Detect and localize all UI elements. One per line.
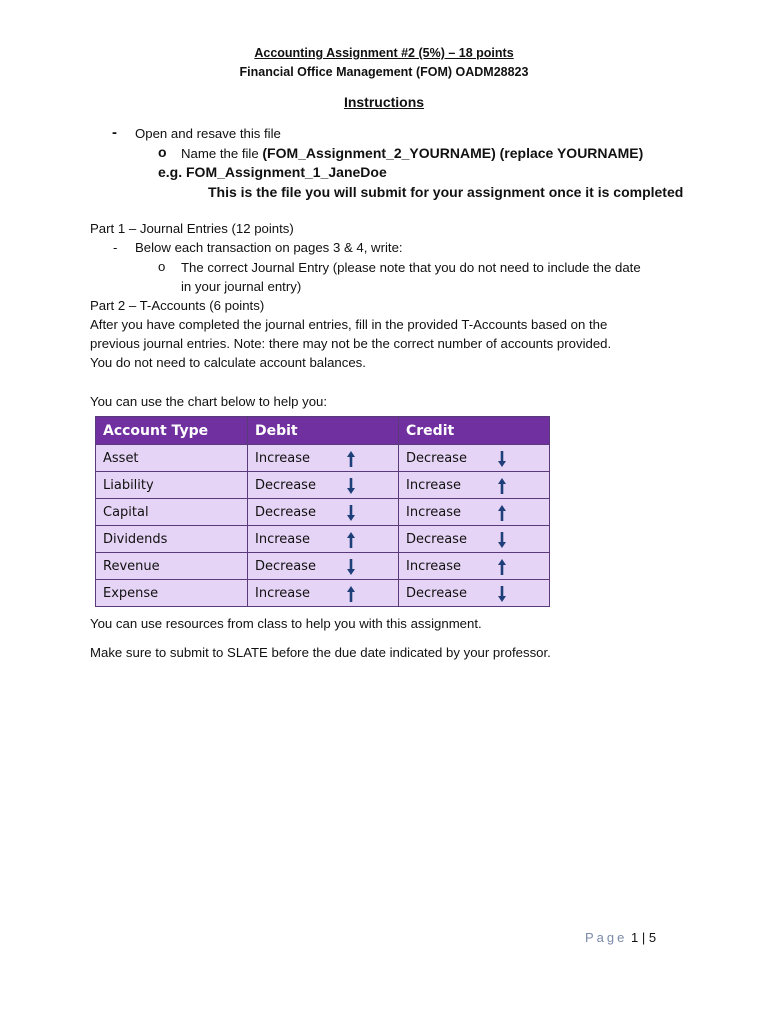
debit-value: Increase: [255, 585, 311, 601]
part2-text-line3: You do not need to calculate account balances.: [90, 355, 366, 370]
instructions-heading: Instructions: [343, 94, 425, 110]
part1-item: Below each transaction on pages 3 & 4, write:: [135, 240, 403, 255]
assignment-title: Accounting Assignment #2 (5%) – 18 points: [254, 46, 514, 60]
arrow-down-icon: [497, 531, 507, 549]
arrow-down-icon: [346, 477, 356, 495]
debit-value: Decrease: [255, 558, 316, 574]
header-account-type: Account Type: [96, 417, 248, 445]
debit-value: Increase: [255, 531, 311, 547]
dash-bullet: -: [112, 124, 117, 141]
credit-cell: [399, 526, 550, 553]
subitem-prefix: Name the file: [181, 146, 263, 161]
chart-row: [96, 445, 550, 472]
arrow-up-icon: [346, 531, 356, 549]
part1-subitem-line2: in your journal entry): [181, 279, 302, 294]
o-bullet: o: [158, 144, 167, 160]
account-type-cell: Expense: [96, 580, 248, 607]
chart-header-row: [96, 417, 550, 445]
debit-cell: [248, 580, 399, 607]
debit-cell: [248, 472, 399, 499]
debit-value: Decrease: [255, 504, 316, 520]
arrow-up-icon: [497, 558, 507, 576]
credit-value: Increase: [406, 477, 462, 493]
chart-intro: You can use the chart below to help you:: [90, 394, 328, 409]
chart-row: [96, 526, 550, 553]
account-type-cell: Dividends: [96, 526, 248, 553]
debit-value: Increase: [255, 450, 311, 466]
account-type-cell: Asset: [96, 445, 248, 472]
credit-cell: [399, 553, 550, 580]
debit-cell: [248, 445, 399, 472]
chart-row: [96, 472, 550, 499]
header-debit: Debit: [248, 417, 399, 445]
page-total: 5: [648, 930, 657, 945]
credit-value: Increase: [406, 504, 462, 520]
page-separator: |: [641, 930, 646, 945]
credit-value: Decrease: [406, 585, 467, 601]
credit-value: Decrease: [406, 450, 467, 466]
credit-cell: [399, 580, 550, 607]
page-number: 1: [631, 930, 639, 945]
dash-bullet: -: [113, 240, 118, 255]
debit-value: Decrease: [255, 477, 316, 493]
credit-cell: [399, 472, 550, 499]
debit-cell: [248, 553, 399, 580]
part1-title: Part 1 – Journal Entries (12 points): [90, 221, 294, 236]
credit-value: Increase: [406, 558, 462, 574]
chart-row: [96, 499, 550, 526]
submit-note: This is the file you will submit for your assignment once it is completed: [208, 184, 684, 200]
credit-cell: [399, 499, 550, 526]
part2-text-line2: previous journal entries. Note: there may not be the correct number of accounts provided.: [90, 336, 612, 351]
account-type-cell: Capital: [96, 499, 248, 526]
arrow-down-icon: [346, 504, 356, 522]
arrow-up-icon: [346, 585, 356, 603]
arrow-up-icon: [497, 477, 507, 495]
part1-subitem-line1: The correct Journal Entry (please note that you do not need to include the date: [181, 260, 641, 275]
arrow-down-icon: [497, 585, 507, 603]
part2-text-line1: After you have completed the journal entries, fill in the provided T-Accounts based on the: [90, 317, 608, 332]
chart-row: [96, 553, 550, 580]
closing-resources: You can use resources from class to help you with this assignment.: [90, 616, 482, 631]
debit-cell: [248, 526, 399, 553]
debit-credit-chart: [95, 416, 550, 607]
instruction-item-resave: Open and resave this file: [135, 126, 281, 141]
part2-title: Part 2 – T-Accounts (6 points): [90, 298, 265, 313]
o-bullet: o: [158, 259, 166, 274]
arrow-up-icon: [497, 504, 507, 522]
subitem-filename: (FOM_Assignment_2_YOURNAME) (replace YOURNAME): [262, 145, 644, 161]
course-title: Financial Office Management (FOM) OADM28823: [239, 65, 529, 79]
arrow-down-icon: [497, 450, 507, 468]
filename-example: e.g. FOM_Assignment_1_JaneDoe: [158, 164, 387, 180]
page-label: Page: [585, 930, 628, 945]
credit-cell: [399, 445, 550, 472]
account-type-cell: Liability: [96, 472, 248, 499]
credit-value: Decrease: [406, 531, 467, 547]
debit-cell: [248, 499, 399, 526]
instruction-subitem-name-file: [181, 145, 643, 161]
account-type-cell: Revenue: [96, 553, 248, 580]
arrow-up-icon: [346, 450, 356, 468]
header-credit: Credit: [399, 417, 550, 445]
closing-submit: Make sure to submit to SLATE before the due date indicated by your professor.: [90, 645, 551, 660]
page-footer: [585, 930, 656, 945]
chart-row: [96, 580, 550, 607]
arrow-down-icon: [346, 558, 356, 576]
